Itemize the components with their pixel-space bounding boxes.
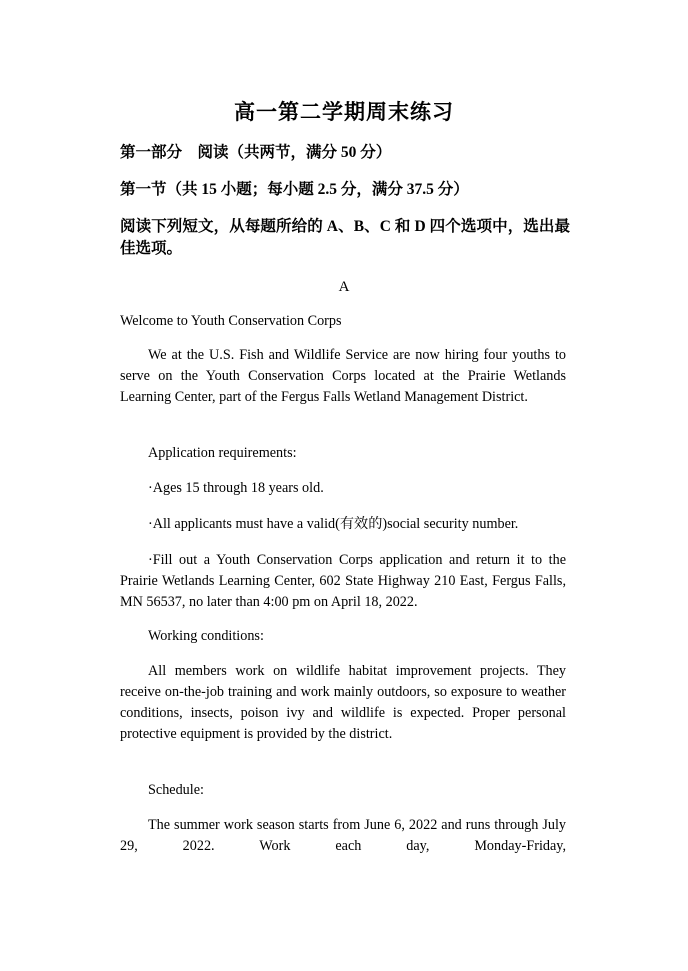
section-heading: 第一节（共 15 小题；每小题 2.5 分，满分 37.5 分） (120, 181, 469, 198)
passage-heading: Welcome to Youth Conservation Corps (120, 313, 342, 329)
passage-label: A (338, 279, 350, 295)
requirement-item-application: ·Fill out a Youth Conservation Corps application and return it to the Prairie Wetlands Learning Center, 602 State Highway 210 East, Fergus Falls, MN 56537, no later than 4:00 pm on April 18, 2022. (120, 552, 566, 610)
schedule-paragraph: The summer work season starts from June 6, 2022 and runs through July 29, 2022. Work each day, Monday-Friday, (120, 817, 566, 854)
part-heading: 第一部分 阅读（共两节，满分 50 分） (120, 144, 392, 161)
requirement-item-age: ·Ages 15 through 18 years old. (148, 480, 324, 496)
page-title: 高一第二学期周末练习 (234, 100, 454, 124)
requirement-item-ssn: ·All applicants must have a valid(有效的)social security number. (148, 516, 519, 532)
conditions-heading: Working conditions: (148, 628, 264, 644)
intro-paragraph: We at the U.S. Fish and Wildlife Service are now hiring four youths to serve on the Youth Conservation Corps located at the Prairie Wetlands Learning Center, part of the Fergus Falls Wetland Management District. (120, 347, 566, 405)
requirements-heading: Application requirements: (148, 445, 297, 461)
schedule-heading: Schedule: (148, 782, 204, 798)
instruction-text: 阅读下列短文，从每题所给的 A、B、C 和 D 四个选项中，选出最佳选项。 (120, 218, 570, 257)
conditions-paragraph: All members work on wildlife habitat improvement projects. They receive on-the-job training and work mainly outdoors, so exposure to weather conditions, insects, poison ivy and wildlife is expected. Proper personal protective equipment is provided by the district. (120, 663, 566, 742)
